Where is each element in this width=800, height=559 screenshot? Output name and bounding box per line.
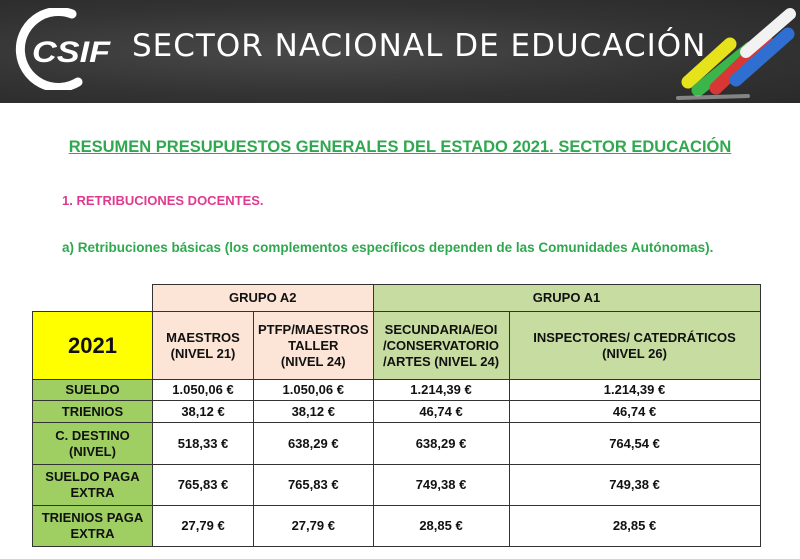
column-header-line: SECUNDARIA/EOI bbox=[384, 321, 498, 337]
logo-text: CSIF bbox=[32, 36, 111, 69]
value-cell: 1.214,39 € bbox=[373, 380, 509, 401]
row-label-line: EXTRA bbox=[70, 485, 115, 500]
column-header bbox=[254, 312, 374, 380]
value-cell: 28,85 € bbox=[509, 506, 760, 547]
section-heading: 1. RETRIBUCIONES DOCENTES. bbox=[62, 193, 264, 208]
table-row bbox=[33, 401, 761, 423]
table-corner bbox=[33, 285, 153, 312]
column-header-line: (NIVEL 26) bbox=[602, 345, 667, 361]
value-cell: 38,12 € bbox=[153, 401, 254, 423]
row-label-line: EXTRA bbox=[70, 526, 115, 541]
row-label: TRIENIOS bbox=[33, 401, 153, 423]
column-header-line: MAESTROS bbox=[166, 329, 240, 345]
group-a1-header: GRUPO A1 bbox=[373, 285, 760, 312]
table-row bbox=[33, 465, 761, 506]
document-title: RESUMEN PRESUPUESTOS GENERALES DEL ESTADO 2021. SECTOR EDUCACIÓN bbox=[68, 138, 732, 156]
value-cell: 764,54 € bbox=[509, 423, 760, 465]
column-header bbox=[509, 312, 760, 380]
row-label bbox=[33, 423, 153, 465]
value-cell: 518,33 € bbox=[153, 423, 254, 465]
column-header-line: PTFP/MAESTROS bbox=[258, 321, 369, 337]
value-cell: 28,85 € bbox=[373, 506, 509, 547]
row-label-line: TRIENIOS PAGA bbox=[41, 510, 144, 525]
column-header bbox=[153, 312, 254, 380]
column-header-line: (NIVEL 24) bbox=[280, 353, 346, 369]
value-cell: 749,38 € bbox=[373, 465, 509, 506]
value-cell: 46,74 € bbox=[509, 401, 760, 423]
value-cell: 46,74 € bbox=[373, 401, 509, 423]
value-cell: 638,29 € bbox=[373, 423, 509, 465]
column-header-line: /CONSERVATORIO bbox=[382, 337, 500, 353]
row-label bbox=[33, 506, 153, 547]
value-cell: 1.050,06 € bbox=[254, 380, 374, 401]
value-cell: 638,29 € bbox=[254, 423, 374, 465]
value-cell: 765,83 € bbox=[254, 465, 374, 506]
value-cell: 749,38 € bbox=[509, 465, 760, 506]
group-a2-header: GRUPO A2 bbox=[153, 285, 374, 312]
row-label-line: C. DESTINO bbox=[55, 427, 130, 443]
row-label bbox=[33, 465, 153, 506]
retribuciones-table bbox=[32, 284, 761, 547]
value-cell: 1.214,39 € bbox=[509, 380, 760, 401]
value-cell: 1.050,06 € bbox=[153, 380, 254, 401]
header-banner bbox=[0, 0, 800, 103]
table-row bbox=[33, 423, 761, 465]
column-header-line: TALLER bbox=[288, 337, 339, 353]
table-row bbox=[33, 380, 761, 401]
subsection-heading: a) Retribuciones básicas (los complementos específicos dependen de las Comunidades Autónomas). bbox=[62, 240, 714, 255]
value-cell: 38,12 € bbox=[254, 401, 374, 423]
csif-logo-icon bbox=[10, 8, 115, 90]
row-label-line: (NIVEL) bbox=[69, 443, 116, 459]
value-cell: 27,79 € bbox=[254, 506, 374, 547]
column-header-line: /ARTES (NIVEL 24) bbox=[382, 353, 500, 369]
banner-title: SECTOR NACIONAL DE EDUCACIÓN bbox=[132, 28, 707, 64]
column-header-line: (NIVEL 21) bbox=[170, 345, 236, 361]
row-label: SUELDO bbox=[33, 380, 153, 401]
column-header-line: INSPECTORES/ CATEDRÁTICOS bbox=[533, 329, 736, 345]
row-label-line: SUELDO PAGA bbox=[45, 469, 140, 484]
column-header bbox=[373, 312, 509, 380]
year-cell: 2021 bbox=[33, 312, 153, 380]
value-cell: 765,83 € bbox=[153, 465, 254, 506]
table-row bbox=[33, 506, 761, 547]
value-cell: 27,79 € bbox=[153, 506, 254, 547]
chalk-pieces-icon bbox=[668, 4, 798, 100]
